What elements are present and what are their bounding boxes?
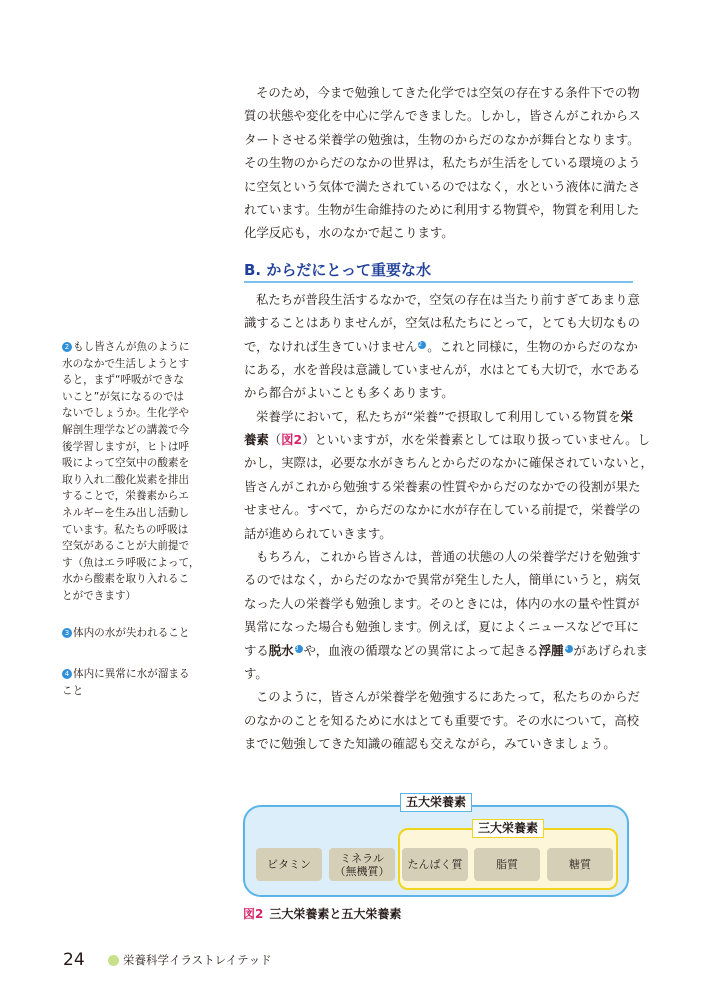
note-number-icon: 2 <box>62 342 72 352</box>
note-marker-icon: 2 <box>418 341 426 349</box>
paragraph <box>244 288 641 405</box>
text-run: 化学反応も，水のなかで起こります。 <box>244 225 454 241</box>
note-line <box>62 455 207 472</box>
text-line <box>244 662 633 685</box>
note-text: 空気があることが大前提で <box>62 540 190 553</box>
note-text: 取り入れ二酸化炭素を排出 <box>62 473 190 486</box>
text-line <box>244 639 648 662</box>
text-run: 識することはありませんが，空気は私たちにとって，とても大切なもの <box>244 315 641 331</box>
text-run: で，なければ生きていけません <box>244 338 418 354</box>
text-run: があげられま <box>573 642 648 658</box>
book-title: 栄養科学イラストレイテッド <box>123 953 272 967</box>
text-run: 。これと同様に，生物のからだのなか <box>427 338 638 354</box>
note-line <box>62 422 207 439</box>
side-note <box>62 666 207 699</box>
text-line <box>244 732 633 755</box>
text-line <box>244 175 641 198</box>
text-run: にある，水を普段は意識していませんが，水はとても大切で，水である <box>244 361 641 377</box>
bullet-dot-icon <box>108 955 119 966</box>
note-text: ると，まず“呼吸ができな <box>62 374 185 387</box>
text-line <box>244 335 638 358</box>
note-text: いこと”が気になるのでは <box>62 390 185 403</box>
text-run: のなかのことを知るために水はとても重要です。その水について，高校 <box>244 712 640 728</box>
note-number-icon: 3 <box>62 628 72 638</box>
note-line <box>62 522 207 539</box>
text-run: タートさせる栄養学の勉強は，生物のからだのなかが舞台となります。 <box>244 131 640 147</box>
text-run: その生物のからだのなかの世界は，私たちが生活をしている環境のよう <box>244 155 641 171</box>
side-note <box>62 339 207 605</box>
note-line <box>62 571 207 588</box>
text-run: るのではなく，からだのなかで異常が発生した人，簡単にいうと，病気 <box>244 572 641 588</box>
note-text: 解剖生理学などの講義で今 <box>62 423 190 436</box>
text-line <box>244 428 650 451</box>
text-run: ）といいますが，水を栄養素としては取り扱っていません。し <box>302 432 650 448</box>
note-line <box>62 488 207 505</box>
text-run: れています。生物が生命維持のために利用する物質や，物質を利用した <box>244 201 640 217</box>
note-line <box>62 372 207 389</box>
note-text: することで，栄養素からエ <box>62 490 189 503</box>
note-line <box>62 339 207 356</box>
text-line <box>244 545 641 568</box>
note-line <box>62 356 207 373</box>
text-line <box>244 81 640 104</box>
note-text: もし皆さんが魚のように <box>73 341 190 353</box>
text-run: 私たちが普段生活するなかで，空気の存在は当たり前すぎてあまり意 <box>256 291 640 307</box>
note-text: こと <box>62 684 84 697</box>
text-line <box>244 475 641 498</box>
text-run: す。 <box>244 665 268 681</box>
note-text: 水のなかで生活しようとす <box>62 357 190 370</box>
note-line <box>62 505 207 522</box>
text-run: から都合がよいことも多くあります。 <box>244 385 454 401</box>
text-line <box>244 522 633 545</box>
note-number-icon: 4 <box>62 669 72 679</box>
text-line <box>244 451 653 474</box>
note-text: ています。私たちの呼吸は <box>62 523 189 536</box>
text-line <box>244 381 633 404</box>
page-footer <box>63 950 272 970</box>
text-run: に空気という気体で満たされているのではなく，水という液体に満たさ <box>244 178 641 194</box>
paragraph <box>244 81 641 245</box>
text-line <box>244 104 641 127</box>
text-line <box>244 151 641 174</box>
text-run: もちろん，これから皆さんは，普通の状態の人の栄養学だけを勉強す <box>256 549 641 565</box>
text-line <box>244 709 640 732</box>
text-line <box>244 128 640 151</box>
bold-term: 栄 <box>620 408 633 424</box>
note-marker-icon: 3 <box>295 645 303 653</box>
text-run: このように，皆さんが栄養学を勉強するにあたって，私たちのからだ <box>256 689 640 705</box>
note-line <box>62 666 207 683</box>
note-line <box>62 439 207 456</box>
text-run: までに勉強してきた知識の確認も交えながら，みていきましょう。 <box>244 736 616 752</box>
note-line <box>62 555 207 572</box>
figure-caption <box>243 905 401 922</box>
note-text: 吸によって空気中の酸素を <box>62 457 190 470</box>
text-run: かし，実際は，必要な水がきちんとからだのなかに確保されていないと， <box>244 455 653 471</box>
text-line <box>244 405 633 428</box>
text-line <box>244 358 641 381</box>
note-line <box>62 389 207 406</box>
figure-caption-text: 三大栄養素と五大栄養素 <box>269 907 402 921</box>
bold-term: 浮腫 <box>538 642 564 658</box>
text-run: や，血液の循環などの異常によって起きる <box>303 642 539 658</box>
note-line <box>62 625 207 642</box>
text-run: なった人の栄養学も勉強します。そのときには，体内の水の量や性質が <box>244 595 640 611</box>
note-text: す（魚はエラ呼吸によって， <box>62 556 200 569</box>
bold-term: 脱水 <box>268 642 294 658</box>
text-run: 栄養学において，私たちが“栄養”で摂取して利用している物質を <box>256 408 621 424</box>
nutrient-vitamin: ビタミン <box>256 848 322 881</box>
nutrient-lipid: 脂質 <box>474 848 540 881</box>
text-line <box>244 288 640 311</box>
text-run: （ <box>268 432 282 448</box>
nutrient-protein: たんぱく質 <box>402 848 468 881</box>
note-line <box>62 405 207 422</box>
text-line <box>244 592 640 615</box>
body-column <box>244 81 653 756</box>
figure-2 <box>243 793 633 903</box>
text-run: する <box>244 642 269 658</box>
five-nutrients-label: 五大栄養素 <box>400 793 472 812</box>
text-line <box>244 498 641 521</box>
nutrient-carbohydrate: 糖質 <box>547 848 613 881</box>
side-note <box>62 625 207 642</box>
text-line <box>244 568 641 591</box>
text-line <box>244 685 640 708</box>
note-line <box>62 683 207 700</box>
three-nutrients-label: 三大栄養素 <box>472 819 544 838</box>
text-line <box>244 221 633 244</box>
text-run: 質の状態や変化を中心に学んできました。しかし，皆さんがこれからス <box>244 108 641 124</box>
note-text: ネルギーを生み出し活動し <box>62 506 190 519</box>
figure-number: 図2 <box>243 907 264 921</box>
note-text: 水から酸素を取り入れるこ <box>62 573 190 586</box>
bold-term: 養素 <box>244 432 269 448</box>
text-line <box>244 198 640 221</box>
text-run: 皆さんがこれから勉強する栄養素の性質やからだのなかでの役割が果た <box>244 478 641 494</box>
text-run: せません。すべて，からだのなかに水が存在している前提で，栄養学の <box>244 502 641 518</box>
note-text: 体内の水が失われること <box>73 627 190 639</box>
note-line <box>62 538 207 555</box>
note-line <box>62 588 207 605</box>
section-heading: B. からだにとって重要な水 <box>244 245 633 283</box>
figure-reference-link[interactable]: 図2 <box>281 432 303 448</box>
paragraph <box>244 545 648 685</box>
note-text: ないでしょうか。生化学や <box>62 407 190 420</box>
text-line <box>244 615 639 638</box>
note-text: 後学習しますが，ヒトは呼 <box>62 440 190 453</box>
page-number: 24 <box>63 950 85 970</box>
paragraph <box>244 405 653 545</box>
note-marker-icon: 4 <box>565 645 573 653</box>
note-line <box>62 472 207 489</box>
paragraph <box>244 685 640 755</box>
text-run: そのため，今まで勉強してきた化学では空気の存在する条件下での物 <box>256 85 640 100</box>
text-run: 異常になった場合も勉強します。例えば，夏によくニュースなどで耳に <box>244 619 639 635</box>
text-run: 話が進められていきます。 <box>244 525 392 541</box>
note-text: 体内に異常に水が溜まる <box>73 668 190 680</box>
text-line <box>244 311 641 334</box>
nutrient-mineral: ミネラル （無機質） <box>329 848 395 881</box>
note-text: とができます） <box>62 589 137 602</box>
